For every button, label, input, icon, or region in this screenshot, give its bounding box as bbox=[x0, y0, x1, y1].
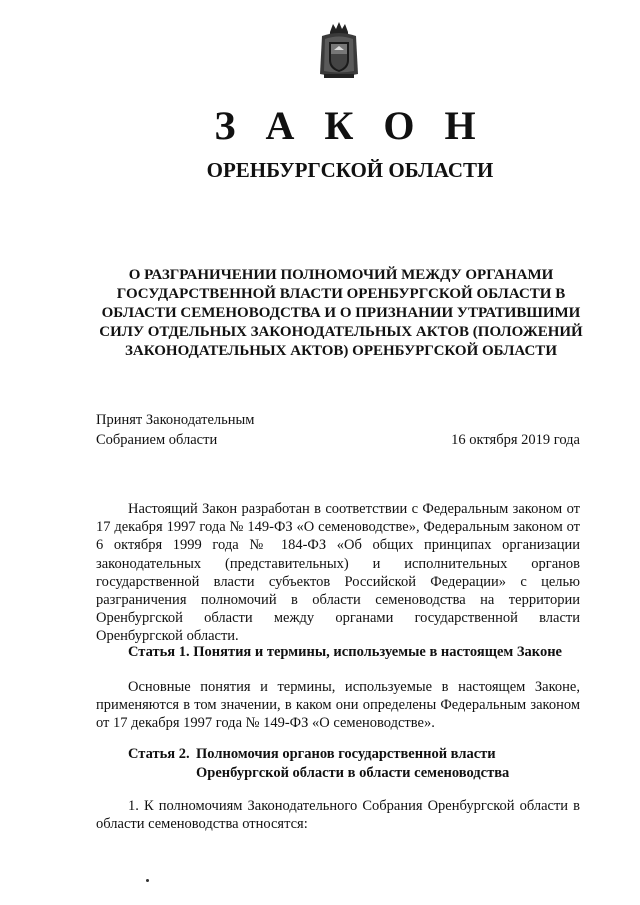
article-1-heading: Статья 1. Понятия и термины, используемые в настоящем Законе bbox=[128, 644, 562, 660]
adoption-date: 16 октября 2019 года bbox=[451, 432, 580, 448]
article-2-label: Статья 2. bbox=[128, 746, 190, 762]
document-title: З А К О Н bbox=[214, 103, 486, 148]
article-2-paragraph-1: 1. К полномочиям Законодательного Собрания Оренбургской области в области семеноводства относятся: bbox=[96, 798, 580, 833]
law-name: О РАЗГРАНИЧЕНИИ ПОЛНОМОЧИЙ МЕЖДУ ОРГАНАМИ ГОСУДАРСТВЕННОЙ ВЛАСТИ ОРЕНБУРГСКОЙ ОБЛАСТИ В ОБЛАСТИ СЕМЕНОВОДСТВА И О ПРИЗНАНИИ УТРАТИВШИМИ СИЛУ ОТДЕЛЬНЫХ ЗАКОНОДАТЕЛЬНЫХ АКТОВ (ПОЛОЖЕНИЙ ЗАКОНОДАТЕЛЬНЫХ АКТОВ) ОРЕНБУРГСКОЙ ОБЛАСТИ bbox=[99, 267, 583, 359]
article-1-paragraph: Основные понятия и термины, используемые в настоящем Законе, применяются в том значении, в каком они определены Федеральным законом от 17 декабря 1997 года № 149-ФЗ «О семеноводстве». bbox=[96, 679, 580, 732]
scan-speck bbox=[146, 879, 149, 882]
article-2-title: Полномочия органов государственной власти Оренбургской области в области семеноводства bbox=[196, 746, 510, 781]
preamble-paragraph: Настоящий Закон разработан в соответствии с Федеральным законом от 17 декабря 1997 года № 149-ФЗ «О семеноводстве», Федеральным законом от 6 октября 1999 года № 184-ФЗ «Об общих принципах организации законодательных (представительных) и исполнительных органов государственной власти субъектов Российской Федерации» с целью разграничения полномочий в области семеноводства на территории Оренбургской области между органами государственной власти Оренбургской области. bbox=[96, 501, 580, 645]
adoption-line-2: Собранием области bbox=[96, 432, 218, 448]
document-subtitle: ОРЕНБУРГСКОЙ ОБЛАСТИ bbox=[206, 158, 494, 182]
coat-of-arms-icon bbox=[316, 20, 362, 80]
adoption-line-1: Принят Законодательным bbox=[96, 412, 255, 428]
adoption-info bbox=[96, 410, 254, 450]
